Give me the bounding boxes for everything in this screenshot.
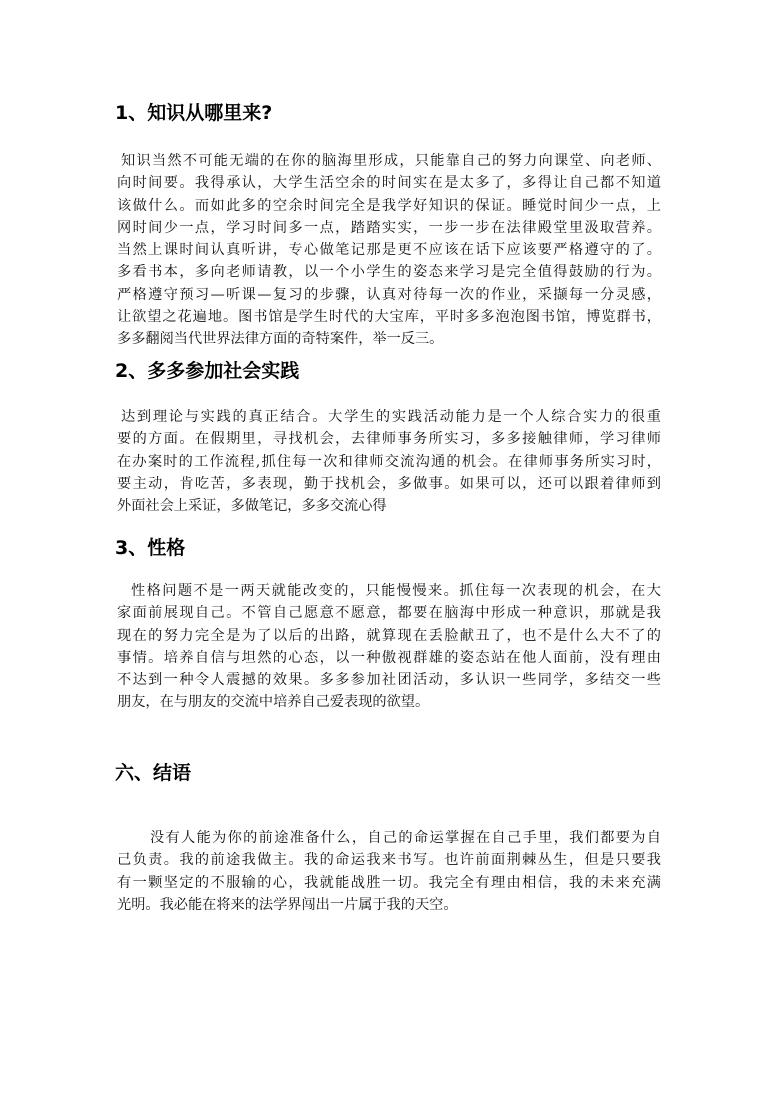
paragraph-line: 事情。培养自信与坦然的心态，以一种傲视群雄的姿态站在他人面前，没有理由 — [117, 649, 661, 666]
paragraph-line: 多看书本，多向老师请教，以一个小学生的姿态来学习是完全值得鼓励的行为。 — [117, 264, 661, 281]
paragraph-line: 现在的努力完全是为了以后的出路，就算现在丢脸献丑了，也不是什么大不了的 — [117, 627, 661, 644]
paragraph-line: 知识当然不可能无端的在你的脑海里形成，只能靠自己的努力向课堂、向老师、 — [121, 153, 661, 169]
paragraph-line: 向时间要。我得承认，大学生活空余的时间实在是太多了，多得让自己都不知道 — [117, 175, 661, 192]
paragraph-line: 己负责。我的前途我做主。我的命运我来书写。也许前面荆棘丛生，但是只要我 — [117, 852, 661, 869]
section-1-heading: 1、知识从哪里来? — [115, 102, 273, 124]
conclusion-paragraph — [117, 827, 661, 916]
paragraph-line: 严格遵守预习—听课—复习的步骤，认真对待每一次的作业，采撷每一分灵感， — [117, 286, 661, 303]
paragraph-line: 没有人能为你的前途准备什么，自己的命运掌握在自己手里，我们都要为自 — [150, 830, 661, 846]
paragraph-line: 外面社会上采证，多做笔记，多多交流心得 — [117, 498, 387, 515]
paragraph-line: 多多翻阅当代世界法律方面的奇特案件，举一反三。 — [117, 331, 444, 348]
paragraph-line: 在办案时的工作流程,抓住每一次和律师交流沟通的机会。在律师事务所实习时， — [117, 453, 661, 470]
paragraph-line: 当然上课时间认真听讲，专心做笔记那是更不应该在话下应该要严格遵守的了。 — [117, 242, 661, 259]
paragraph-line: 网时间少一点，学习时间多一点，踏踏实实，一步一步在法律殿堂里汲取营养。 — [117, 219, 661, 236]
paragraph-line: 家面前展现自己。不管自己愿意不愿意，都要在脑海中形成一种意识，那就是我 — [117, 605, 661, 622]
paragraph-line: 要主动，肯吃苦，多表现，勤于找机会，多做事。如果可以，还可以跟着律师到 — [117, 475, 661, 492]
paragraph-line: 光明。我必能在将来的法学界闯出一片属于我的天空。 — [117, 896, 458, 913]
section-2-paragraph — [117, 406, 661, 517]
paragraph-line: 该做什么。而如此多的空余时间完全是我学好知识的保证。睡觉时间少一点，上 — [117, 197, 661, 214]
paragraph-line: 要的方面。在假期里，寻找机会，去律师事务所实习，多多接触律师，学习律师 — [117, 431, 661, 448]
section-1-paragraph — [117, 150, 661, 351]
paragraph-line: 让欲望之花遍地。图书馆是学生时代的大宝库，平时多多泡泡图书馆，博览群书， — [117, 309, 661, 326]
paragraph-line: 性格问题不是一两天就能改变的，只能慢慢来。抓住每一次表现的机会，在大 — [131, 583, 661, 599]
paragraph-line: 达到理论与实践的真正结合。大学生的实践活动能力是一个人综合实力的很重 — [121, 409, 661, 425]
conclusion-heading: 六、结语 — [115, 762, 192, 784]
section-3-paragraph — [117, 580, 661, 714]
section-3-heading: 3、性格 — [115, 537, 186, 559]
paragraph-line: 朋友，在与朋友的交流中培养自己爱表现的欲望。 — [117, 694, 430, 711]
paragraph-line: 有一颗坚定的不服输的心，我就能战胜一切。我完全有理由相信，我的未来充满 — [117, 874, 661, 891]
paragraph-line: 不达到一种令人震撼的效果。多多参加社团活动，多认识一些同学，多结交一些 — [117, 672, 661, 689]
section-2-heading: 2、多多参加社会实践 — [115, 360, 300, 382]
